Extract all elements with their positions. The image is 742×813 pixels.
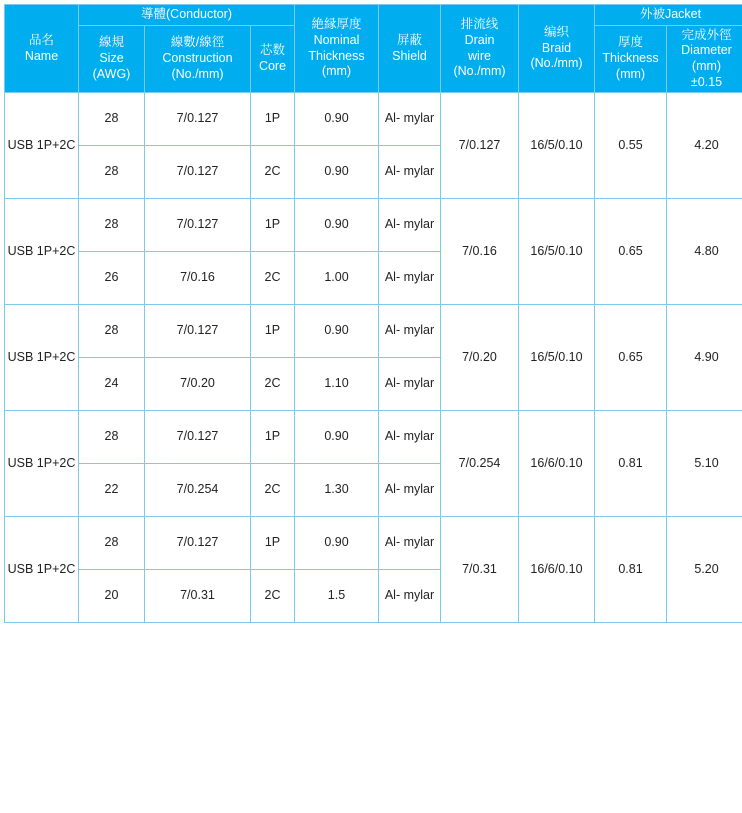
- cell-insulation-thickness: 0.90: [295, 146, 379, 199]
- shield-l1: Al-: [385, 217, 400, 231]
- shield-l2: mylar: [404, 323, 435, 337]
- header-jthick-l1: 厚度: [597, 35, 664, 51]
- header-diam-l4: ±0.15: [669, 75, 742, 91]
- cell-shield: [379, 358, 441, 411]
- cell-construction: 7/0.16: [145, 252, 251, 305]
- shield-l2: mylar: [404, 270, 435, 284]
- cell-drain-wire: 7/0.127: [441, 93, 519, 199]
- cell-core: 2C: [251, 146, 295, 199]
- cell-jacket-thickness: 0.81: [595, 517, 667, 623]
- cell-braid: 16/6/0.10: [519, 411, 595, 517]
- cell-size: 28: [79, 411, 145, 464]
- shield-l1: Al-: [385, 482, 400, 496]
- table-row: [5, 199, 742, 252]
- product-name-l1: USB: [8, 244, 34, 258]
- cell-construction: 7/0.254: [145, 464, 251, 517]
- shield-l2: mylar: [404, 217, 435, 231]
- cell-size: 28: [79, 305, 145, 358]
- product-name-l2: 1P+2C: [37, 562, 76, 576]
- cell-size: 24: [79, 358, 145, 411]
- shield-l1: Al-: [385, 376, 400, 390]
- shield-l1: Al-: [385, 429, 400, 443]
- header-diameter: [667, 25, 742, 93]
- cell-diameter: 5.20: [667, 517, 742, 623]
- cable-spec-table: [4, 4, 742, 623]
- product-name-l1: USB: [8, 562, 34, 576]
- header-drain-wire: [441, 5, 519, 93]
- cell-construction: 7/0.31: [145, 570, 251, 623]
- cell-braid: 16/5/0.10: [519, 93, 595, 199]
- shield-l1: Al-: [385, 535, 400, 549]
- table-header: [5, 5, 742, 93]
- header-name-en: Name: [7, 49, 76, 65]
- cell-shield: [379, 93, 441, 146]
- cell-product-name: [5, 517, 79, 623]
- shield-l2: mylar: [404, 482, 435, 496]
- cell-construction: 7/0.127: [145, 93, 251, 146]
- cell-insulation-thickness: 0.90: [295, 199, 379, 252]
- header-jthick-l2: Thickness: [597, 51, 664, 67]
- header-braid-l2: Braid: [521, 41, 592, 57]
- cell-insulation-thickness: 0.90: [295, 411, 379, 464]
- header-size-l1: 線規: [81, 35, 142, 51]
- cell-braid: 16/5/0.10: [519, 305, 595, 411]
- cell-shield: [379, 199, 441, 252]
- cell-shield: [379, 146, 441, 199]
- header-braid: [519, 5, 595, 93]
- cell-drain-wire: 7/0.254: [441, 411, 519, 517]
- header-size-l3: (AWG): [81, 67, 142, 83]
- product-name-l1: USB: [8, 138, 34, 152]
- header-ins-l3: Thickness: [297, 49, 376, 65]
- cell-construction: 7/0.127: [145, 411, 251, 464]
- cell-size: 26: [79, 252, 145, 305]
- cell-drain-wire: 7/0.20: [441, 305, 519, 411]
- shield-l2: mylar: [404, 111, 435, 125]
- cell-insulation-thickness: 1.5: [295, 570, 379, 623]
- cell-diameter: 4.80: [667, 199, 742, 305]
- product-name-l2: 1P+2C: [37, 350, 76, 364]
- product-name-l2: 1P+2C: [37, 244, 76, 258]
- header-shield-l2: Shield: [381, 49, 438, 65]
- header-shield-l1: 屏蔽: [381, 33, 438, 49]
- cell-jacket-thickness: 0.81: [595, 411, 667, 517]
- cell-insulation-thickness: 0.90: [295, 93, 379, 146]
- cell-shield: [379, 305, 441, 358]
- cell-core: 1P: [251, 93, 295, 146]
- header-jacket-thickness: [595, 25, 667, 93]
- shield-l2: mylar: [404, 429, 435, 443]
- cell-core: 2C: [251, 464, 295, 517]
- cell-size: 22: [79, 464, 145, 517]
- table-row: [5, 411, 742, 464]
- header-diam-l1: 完成外徑: [669, 28, 742, 44]
- header-ins-l4: (mm): [297, 64, 376, 80]
- cell-product-name: [5, 411, 79, 517]
- header-jthick-l3: (mm): [597, 67, 664, 83]
- cell-size: 28: [79, 93, 145, 146]
- shield-l1: Al-: [385, 588, 400, 602]
- shield-l2: mylar: [404, 164, 435, 178]
- cell-insulation-thickness: 1.00: [295, 252, 379, 305]
- cell-shield: [379, 517, 441, 570]
- table-row: [5, 305, 742, 358]
- cell-braid: 16/5/0.10: [519, 199, 595, 305]
- cell-jacket-thickness: 0.65: [595, 199, 667, 305]
- header-group-jacket: 外被Jacket: [595, 5, 742, 26]
- table-row: [5, 93, 742, 146]
- header-insulation-thickness: [295, 5, 379, 93]
- cell-shield: [379, 411, 441, 464]
- header-constr-l2: Construction: [147, 51, 248, 67]
- header-ins-l1: 絶縁厚度: [297, 17, 376, 33]
- header-core-l1: 芯数: [253, 43, 292, 59]
- shield-l2: mylar: [404, 588, 435, 602]
- header-constr-l1: 線數/線徑: [147, 35, 248, 51]
- cell-jacket-thickness: 0.65: [595, 305, 667, 411]
- cell-insulation-thickness: 0.90: [295, 305, 379, 358]
- cell-core: 1P: [251, 305, 295, 358]
- header-shield: [379, 5, 441, 93]
- shield-l1: Al-: [385, 111, 400, 125]
- cell-core: 1P: [251, 411, 295, 464]
- header-braid-l1: 编织: [521, 25, 592, 41]
- cell-size: 28: [79, 199, 145, 252]
- cell-product-name: [5, 305, 79, 411]
- cell-braid: 16/6/0.10: [519, 517, 595, 623]
- cell-size: 28: [79, 146, 145, 199]
- cell-shield: [379, 252, 441, 305]
- cell-core: 2C: [251, 570, 295, 623]
- shield-l2: mylar: [404, 376, 435, 390]
- cell-core: 2C: [251, 358, 295, 411]
- cell-size: 28: [79, 517, 145, 570]
- table-row: [5, 517, 742, 570]
- header-size-l2: Size: [81, 51, 142, 67]
- cell-drain-wire: 7/0.16: [441, 199, 519, 305]
- table-body: [5, 93, 742, 623]
- cell-insulation-thickness: 0.90: [295, 517, 379, 570]
- header-name-cn: 品名: [7, 33, 76, 49]
- header-core: [251, 25, 295, 93]
- header-drain-l1: 排流线: [443, 17, 516, 33]
- cell-construction: 7/0.20: [145, 358, 251, 411]
- cell-shield: [379, 570, 441, 623]
- header-name: [5, 5, 79, 93]
- cell-core: 1P: [251, 199, 295, 252]
- product-name-l2: 1P+2C: [37, 456, 76, 470]
- product-name-l1: USB: [8, 456, 34, 470]
- header-constr-l3: (No./mm): [147, 67, 248, 83]
- header-construction: [145, 25, 251, 93]
- shield-l1: Al-: [385, 323, 400, 337]
- header-group-conductor: 導體(Conductor): [79, 5, 295, 26]
- product-name-l1: USB: [8, 350, 34, 364]
- header-ins-l2: Nominal: [297, 33, 376, 49]
- cell-diameter: 4.90: [667, 305, 742, 411]
- cell-construction: 7/0.127: [145, 305, 251, 358]
- cell-diameter: 5.10: [667, 411, 742, 517]
- header-braid-l3: (No./mm): [521, 56, 592, 72]
- shield-l1: Al-: [385, 270, 400, 284]
- header-drain-l4: (No./mm): [443, 64, 516, 80]
- cell-insulation-thickness: 1.30: [295, 464, 379, 517]
- header-drain-l2: Drain: [443, 33, 516, 49]
- cell-drain-wire: 7/0.31: [441, 517, 519, 623]
- header-row-groups: [5, 5, 742, 26]
- header-size: [79, 25, 145, 93]
- cell-product-name: [5, 199, 79, 305]
- header-diam-l2: Diameter: [669, 43, 742, 59]
- cell-product-name: [5, 93, 79, 199]
- cell-construction: 7/0.127: [145, 517, 251, 570]
- cell-insulation-thickness: 1.10: [295, 358, 379, 411]
- cell-core: 1P: [251, 517, 295, 570]
- header-drain-l3: wire: [443, 49, 516, 65]
- cell-construction: 7/0.127: [145, 199, 251, 252]
- product-name-l2: 1P+2C: [37, 138, 76, 152]
- shield-l2: mylar: [404, 535, 435, 549]
- header-diam-l3: (mm): [669, 59, 742, 75]
- cell-construction: 7/0.127: [145, 146, 251, 199]
- header-core-l2: Core: [253, 59, 292, 75]
- cell-shield: [379, 464, 441, 517]
- shield-l1: Al-: [385, 164, 400, 178]
- cell-diameter: 4.20: [667, 93, 742, 199]
- cell-jacket-thickness: 0.55: [595, 93, 667, 199]
- cell-core: 2C: [251, 252, 295, 305]
- cell-size: 20: [79, 570, 145, 623]
